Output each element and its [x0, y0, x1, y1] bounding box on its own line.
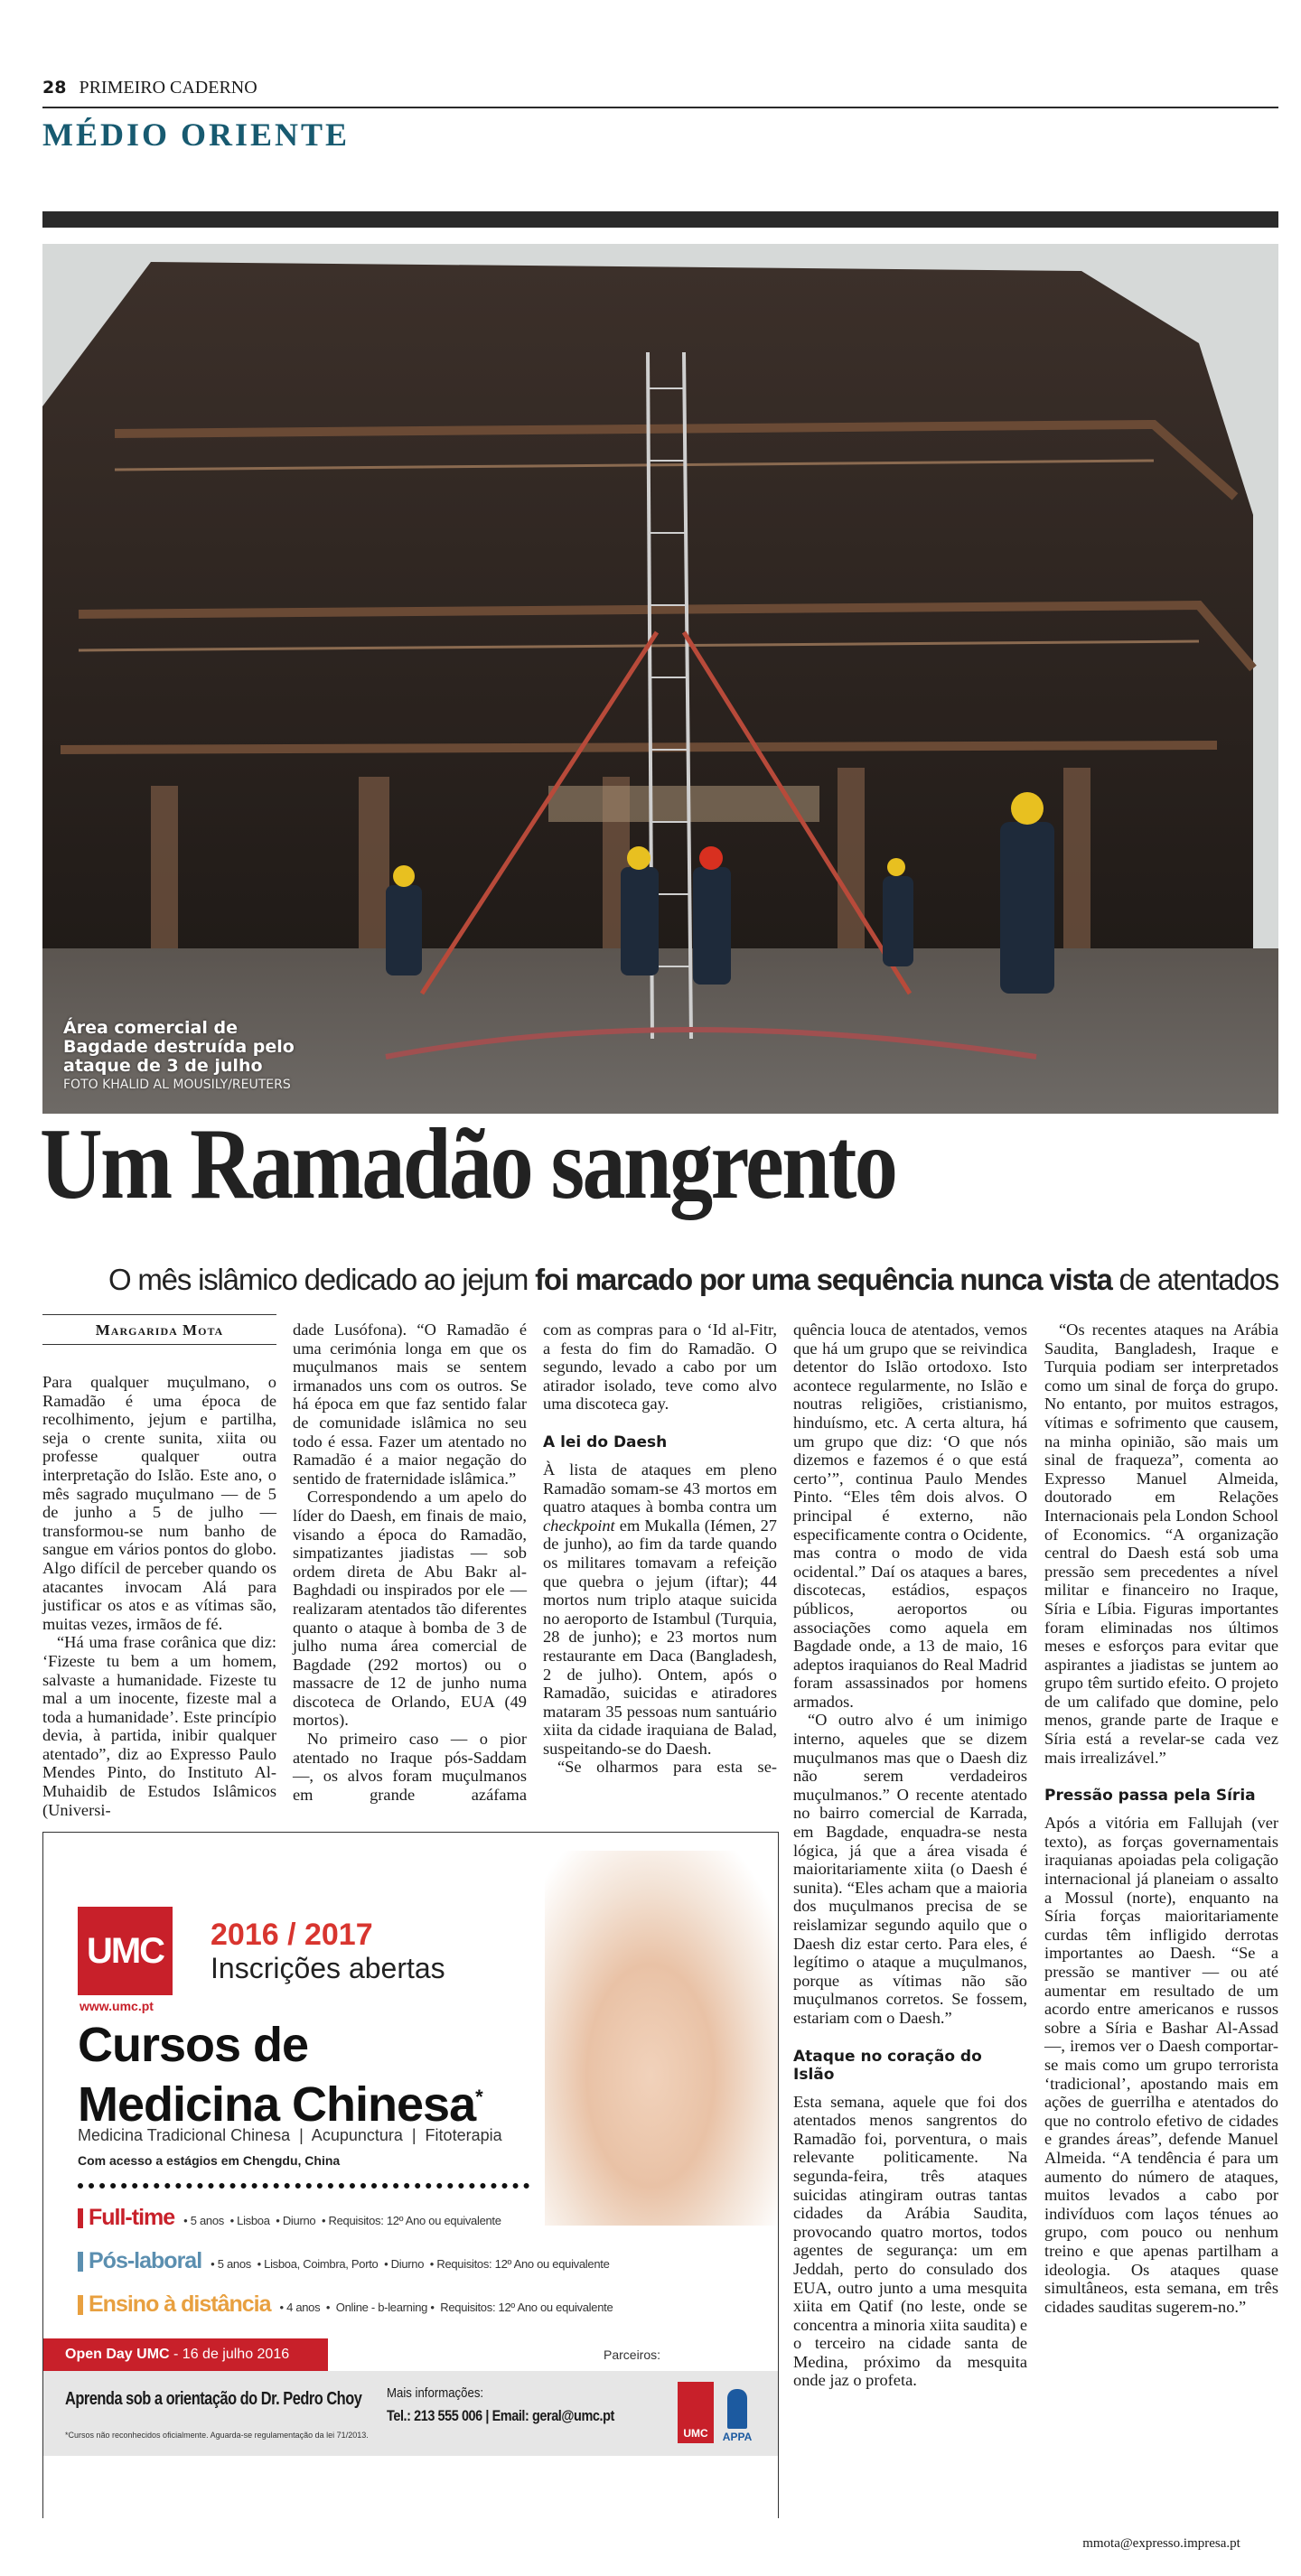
subheading: A lei do Daesh — [543, 1433, 668, 1451]
ad-subjects: Medicina Tradicional Chinesa | Acupunctura | Fitoterapia — [78, 2126, 502, 2144]
ad-note: *Cursos não reconhecidos oficialmente. Aguarda-se regulamentação da lei 71/2013. — [65, 2431, 369, 2440]
open-day-date: - 16 de julho 2016 — [169, 2347, 290, 2362]
course-row — [78, 2205, 501, 2231]
byline: Margarida Mota — [42, 1314, 276, 1345]
subheading: Ataque no coração do Islão — [793, 2047, 982, 2084]
paragraph: Após a vitória em Fallujah (ver texto), as forças governamentais iraquianas apoiadas pela coligação internacional já planeiam o assalto a Mossul (norte), enquanto na Síria forças maioritariamente curdas têm infligido derrotas importantes ao Daesh. “Se a pressão se mantiver — ou até aumentar em resultado de um acordo entre americanos e russos sobre a Síria e Bashar Al-Assad —, iremos ver o Daesh comportar-se mais como um grupo terrorista ‘tradicional’, apostando mais em ações de guerrilha e atentados do que no controlo efetivo de cidades e grandes áreas”, defende Manuel Almeida. “A tendência é para um aumento do número de ataques, muitos levados a cabo por indivíduos com laços ténues ao grupo, com pouco ou nenhum treino e que apenas partilham a ideologia. Os ataques quase simultâneos, esta semana, em três cidades sauditas sugerem-no.” — [1044, 1814, 1278, 2316]
caption-text: Área comercial de Bagdade destruída pelo ataque de 3 de julho — [63, 1018, 295, 1076]
umc-logo: UMC — [78, 1907, 173, 1995]
paragraph: À lista de ataques em pleno Ramadão somam-se 43 mortos em quatro ataques à bomba contra um checkpoint em Mukalla (Iémen, 27 de junho), ao fim da tarde quando os militares tomavam a refeição que quebra o jejum (iftar); 44 mortos num triplo ataque suicida no aeroporto de Istambul (Turquia, 28 de junho); e 23 mortos num restaurante em Daca (Bangladesh, 2 de julho). Ontem, após o Ramadão, suicidas e atiradores mataram 35 pessoas num santuário xiita da cidade iraquiana de Balad, suspeitando-se do Daesh. — [543, 1460, 777, 1758]
course-color-bar — [78, 2208, 83, 2228]
section-bar — [42, 211, 1278, 228]
partner-logo-umc: UMC — [678, 2382, 714, 2443]
paragraph: Correspondendo a um apelo do líder do Daesh, em finais de maio, visando a época do Ramadão, simpatizantes jiadistas — sob ordem direta de Abu Bakr al-Baghdadi ou inspirados por ele — realizaram atentados tão diferentes quanto o ataque à bomba de 3 de julho numa área comercial de Bagdade (292 mortos) ou o massacre de 12 de junho numa discoteca de Orlando, EUA (49 mortos). — [293, 1488, 527, 1730]
photo-credit: FOTO KHALID AL MOUSILY/REUTERS — [63, 1078, 291, 1092]
paragraph: “Há uma frase corânica que diz: ‘Fizeste tu bem a um homem, salvaste a humanidade. Fizeste tu mal a um inocente, fizeste mal a toda a humanidade’. Este princípio devia, à partida, inibir qualquer atentado”, diz ao Expresso Paulo Mendes Pinto, do Instituto Al-Muhaidib de Estudos Islâmicos (Universi- — [42, 1633, 276, 1819]
paragraph: Esta semana, aquele que foi dos atentados menos sangrentos do Ramadão foi, porventura, o mais relevante politicamente. Na segunda-feira, três ataques suicidas atingiram outras tantas cidades da Arábia Saudita, provocando quatro mortos, todos agentes de segurança: um em Jeddah, perto do consulado dos EUA, outro junto a uma mesquita xiita em Qatif (no leste, onde se concentra a minoria xiita saudita) e o terceiro na cidade santa de Medina, próximo da mesquita onde jaz o profeta. — [793, 2092, 1027, 2390]
article-column-5 — [1044, 1321, 1278, 2316]
course-details: • 5 anos • Lisboa • Diurno • Requisitos: 12º Ano ou equivalente — [183, 2214, 501, 2227]
partner-logo-appa — [723, 2382, 752, 2443]
paragraph: “O outro alvo é um inimigo interno, aqueles que se dizem muçulmanos mas que o Daesh diz não serem verdadeiros muçulmanos.” O recente atentado no bairro comercial de Karrada, em Bagdade, enquadra-se nesta lógica, já que a área visada é maioritariamente xiita (o Daesh é sunita). “Eles acham que a maioria dos muçulmanos precisa de se reislamizar segundo aquilo que o Daesh diz estar certo. Para eles, é legítimo o ataque a muçulmanos, porque as vítimas não são muçulmanos corretos. Se fossem, estariam com o Daesh.” — [793, 1711, 1027, 2027]
ad-internship: Com acesso a estágios em Chengdu, China — [78, 2153, 341, 2168]
course-label: Pós-laboral — [89, 2248, 202, 2273]
ad-dotted-divider — [78, 2174, 529, 2189]
paragraph: No primeiro caso — o pior atentado no Iraque pós-Saddam —, os alvos foram muçulmanos em grande azáfama — [293, 1730, 527, 1804]
article-column-2 — [293, 1321, 527, 1804]
partners-label: Parceiros: — [604, 2347, 661, 2362]
headline: Um Ramadão sangrento — [40, 1108, 896, 1220]
subheading: Pressão passa pela Síria — [1044, 1787, 1256, 1806]
ad-learn: Aprenda sob a orientação do Dr. Pedro Choy — [65, 2389, 362, 2409]
course-label: Full-time — [89, 2205, 175, 2230]
ad-title — [78, 2019, 482, 2131]
open-day-banner — [43, 2338, 328, 2371]
acupuncture-photo — [545, 1851, 779, 2226]
lead-photo — [42, 244, 1278, 1114]
burned-building-image — [42, 244, 1278, 1114]
course-label: Ensino à distância — [89, 2291, 271, 2317]
appa-figure-icon — [727, 2389, 747, 2429]
photo-caption — [63, 1019, 298, 1092]
course-row — [78, 2291, 613, 2318]
section-name: PRIMEIRO CADERNO — [79, 78, 257, 98]
paragraph: quência louca de atentados, vemos que há um grupo que se reivindica detentor do Islão ortodoxo. Isto acontece regularmente, no Islão e noutras religiões, cristianismo, hinduísmo, etc. A certa altura, há um grupo que diz: ‘O que nós dizemos e fazemos é o que está certo’”, continua Paulo Mendes Pinto. “Eles têm dois alvos. O principal é externo, não especificamente contra o Ocidente, mas contra o modo de vida ocidental.” Daí os ataques a bares, discotecas, estádios, espaços públicos, aeroportos ou associações como aquela em Bagdade onde, a 13 de maio, 16 adeptos iraquianos do Real Madrid foram assassinados por homens armados. — [793, 1321, 1027, 1711]
dek-part: O mês islâmico dedicado ao jejum — [108, 1263, 536, 1296]
course-details: • 4 anos • Online - b-learning • Requisitos: 12º Ano ou equivalente — [279, 2301, 613, 2314]
course-details: • 5 anos • Lisboa, Coimbra, Porto • Diurno • Requisitos: 12º Ano ou equivalente — [211, 2257, 610, 2271]
ad-title-line: Medicina Chinesa — [78, 2077, 476, 2132]
dek-part: de atentados — [1111, 1263, 1278, 1296]
page-number: 28 — [42, 78, 67, 98]
folio-rule — [42, 107, 1278, 108]
paragraph: com as compras para o ‘Id al-Fitr, a festa do fim do Ramadão. O segundo, levado a cabo por um atirador isolado, teve como alvo uma discoteca gay. — [543, 1321, 777, 1414]
article-column-3 — [543, 1321, 777, 1777]
ad-title-line: Cursos de — [78, 2018, 309, 2072]
page-folio — [42, 78, 257, 98]
paragraph: Para qualquer muçulmano, o Ramadão é uma época de recolhimento, jejum e partilha, seja o crente sunita, xiita ou professe qualquer outra interpretação do Islão. Este ano, o mês sagrado muçulmano — de 5 de junho a 5 de julho — transformou-se num banho de sangue em vários pontos do globo. Algo difícil de perceber quando os atacantes invocam Alá para justificar os atos e as vítimas são, muitas vezes, irmãos de fé. — [42, 1373, 276, 1633]
ad-title-mark: * — [475, 2086, 482, 2108]
course-row — [78, 2248, 610, 2274]
ad-years: 2016 / 2017 — [211, 1918, 373, 1952]
open-day-label: Open Day UMC — [65, 2347, 170, 2362]
ad-more-info: Mais informações: — [387, 2385, 484, 2401]
paragraph: dade Lusófona). “O Ramadão é uma cerimónia longa em que os muçulmanos mais se sentem irmanados uns com os outros. Se há época em que faz sentido falar de comunidade islâmica no seu todo é essa. Fazer um atentado no Ramadão é a maior negação do sentido de fraternidade islâmica.” — [293, 1321, 527, 1488]
course-color-bar — [78, 2295, 83, 2315]
advertisement[interactable] — [42, 1832, 779, 2518]
ad-url[interactable]: www.umc.pt — [80, 1999, 154, 2013]
ad-footer — [43, 2371, 779, 2456]
ad-enrollment: Inscrições abertas — [211, 1952, 445, 1984]
dek-bold: foi marcado por uma sequência nunca vista — [535, 1263, 1112, 1296]
paragraph: “Os recentes ataques na Arábia Saudita, Bangladesh, Iraque e Turquia podiam ser interpretados como um sinal de força do grupo. No entanto, por muitos estragos, vítimas e sofrimento que causem, na minha opinião, são mais um sinal de fraqueza”, comenta ao Expresso Manuel Almeida, doutorado em Relações Internacionais pela London School of Economics. “A organização central do Daesh está sob uma pressão sem precedentes a nível militar e financeiro no Iraque, Síria e Líbia. Figuras importantes foram eliminadas nos últimos meses e esforços para evitar que aspirantes a jiadistas se juntem ao grupo têm surtido efeito. O projeto de um califado que domine, pelo menos, grande parte de Iraque e Síria está a revelar-se cada vez mais irrealizável.” — [1044, 1321, 1278, 1767]
subheadline — [42, 1263, 1278, 1297]
article-column-1 — [42, 1373, 276, 1819]
author-email[interactable]: mmota@expresso.impresa.pt — [1082, 2536, 1240, 2551]
section-title: MÉDIO ORIENTE — [42, 117, 351, 153]
appa-label: APPA — [722, 2431, 753, 2443]
course-color-bar — [78, 2252, 83, 2272]
paragraph: “Se olharmos para esta se- — [557, 1758, 777, 1777]
ad-contact: Tel.: 213 555 006 | Email: geral@umc.pt — [387, 2407, 614, 2424]
article-column-4 — [793, 1321, 1027, 2390]
